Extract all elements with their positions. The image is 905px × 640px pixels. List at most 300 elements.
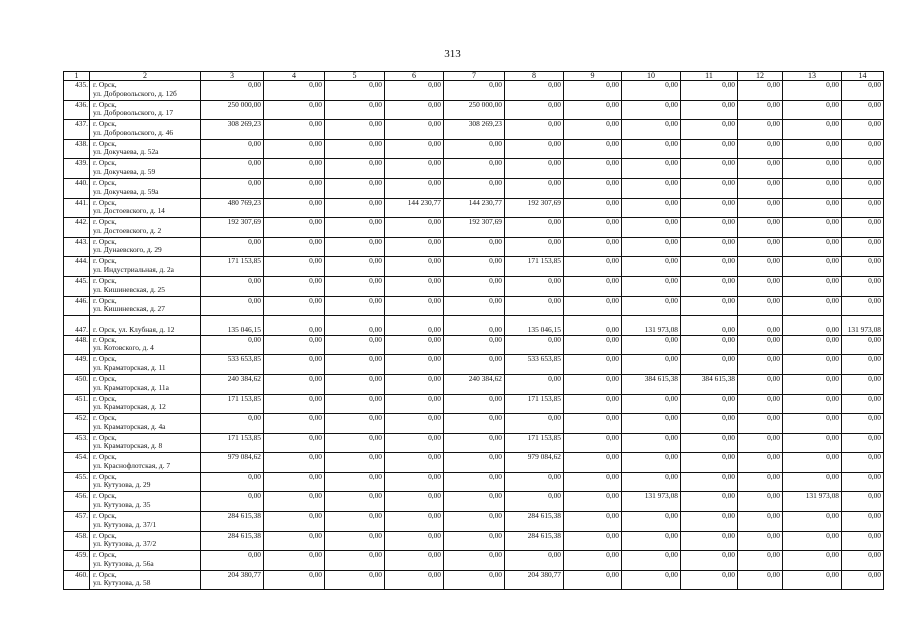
value-cell: 0,00 <box>385 218 444 238</box>
value-cell: 0,00 <box>264 433 325 453</box>
value-cell: 0,00 <box>564 218 622 238</box>
value-cell: 0,00 <box>564 492 622 512</box>
value-cell: 0,00 <box>783 472 842 492</box>
value-cell: 0,00 <box>842 237 884 257</box>
value-cell: 0,00 <box>444 257 505 277</box>
address-cell <box>90 512 201 532</box>
address-cell <box>90 316 201 336</box>
value-cell: 0,00 <box>325 159 385 179</box>
value-cell: 0,00 <box>325 178 385 198</box>
value-cell: 0,00 <box>681 512 738 532</box>
value-cell: 0,00 <box>505 120 564 140</box>
value-cell: 0,00 <box>264 335 325 355</box>
value-cell: 533 653,85 <box>505 355 564 375</box>
value-cell: 0,00 <box>444 492 505 512</box>
value-cell: 0,00 <box>842 453 884 473</box>
value-cell: 0,00 <box>738 316 783 336</box>
value-cell: 0,00 <box>622 198 681 218</box>
value-cell: 0,00 <box>564 414 622 434</box>
value-cell: 0,00 <box>325 394 385 414</box>
value-cell: 0,00 <box>201 335 264 355</box>
value-cell: 0,00 <box>264 81 325 101</box>
value-cell: 0,00 <box>783 120 842 140</box>
value-cell: 0,00 <box>444 81 505 101</box>
value-cell: 0,00 <box>505 335 564 355</box>
value-cell: 0,00 <box>505 218 564 238</box>
address-line-city: г. Орск, <box>93 452 117 462</box>
value-cell: 0,00 <box>444 159 505 179</box>
address-line-city: г. Орск, <box>93 354 117 364</box>
value-cell: 0,00 <box>325 120 385 140</box>
table-row <box>64 472 884 492</box>
value-cell: 0,00 <box>385 296 444 316</box>
value-cell: 0,00 <box>783 100 842 120</box>
value-cell: 0,00 <box>681 433 738 453</box>
value-cell: 0,00 <box>842 257 884 277</box>
value-cell: 0,00 <box>325 296 385 316</box>
table-row <box>64 512 884 532</box>
row-number: 456. <box>64 492 90 512</box>
row-number: 460. <box>64 570 90 590</box>
value-cell: 0,00 <box>783 512 842 532</box>
value-cell: 0,00 <box>201 178 264 198</box>
address-cell <box>90 335 201 355</box>
address-cell <box>90 570 201 590</box>
value-cell: 0,00 <box>681 198 738 218</box>
value-cell: 0,00 <box>325 512 385 532</box>
value-cell: 0,00 <box>738 551 783 571</box>
value-cell: 0,00 <box>842 198 884 218</box>
column-header: 10 <box>622 72 681 81</box>
value-cell: 0,00 <box>783 335 842 355</box>
value-cell: 0,00 <box>385 237 444 257</box>
address-line-city: г. Орск, <box>93 394 117 403</box>
value-cell: 144 230,77 <box>444 198 505 218</box>
value-cell: 0,00 <box>564 257 622 277</box>
value-cell: 0,00 <box>842 276 884 296</box>
address-cell <box>90 257 201 277</box>
row-number: 447. <box>64 316 90 336</box>
value-cell: 0,00 <box>842 394 884 414</box>
value-cell: 0,00 <box>385 570 444 590</box>
value-cell: 0,00 <box>738 257 783 277</box>
table-row <box>64 81 884 101</box>
value-cell: 0,00 <box>505 276 564 296</box>
row-number: 441. <box>64 198 90 218</box>
value-cell: 0,00 <box>738 512 783 532</box>
value-cell: 0,00 <box>385 120 444 140</box>
table-row <box>64 316 884 336</box>
value-cell: 0,00 <box>842 531 884 551</box>
value-cell: 0,00 <box>325 276 385 296</box>
value-cell: 0,00 <box>681 531 738 551</box>
value-cell: 0,00 <box>505 237 564 257</box>
value-cell: 0,00 <box>264 394 325 414</box>
value-cell: 0,00 <box>201 159 264 179</box>
value-cell: 0,00 <box>842 120 884 140</box>
address-cell <box>90 492 201 512</box>
value-cell: 0,00 <box>738 355 783 375</box>
table-row <box>64 178 884 198</box>
value-cell: 308 269,23 <box>201 120 264 140</box>
value-cell: 0,00 <box>385 531 444 551</box>
value-cell: 0,00 <box>201 139 264 159</box>
value-cell: 131 973,08 <box>842 316 884 336</box>
value-cell: 0,00 <box>564 551 622 571</box>
value-cell: 0,00 <box>564 355 622 375</box>
value-cell: 0,00 <box>385 512 444 532</box>
table-row <box>64 276 884 296</box>
column-header: 14 <box>842 72 884 81</box>
value-cell: 0,00 <box>325 335 385 355</box>
value-cell: 0,00 <box>738 218 783 238</box>
value-cell: 0,00 <box>681 316 738 336</box>
row-number: 444. <box>64 257 90 277</box>
value-cell: 0,00 <box>505 296 564 316</box>
address-line-street: ул. Краматорская, д. 8 <box>93 441 163 451</box>
value-cell: 0,00 <box>444 453 505 473</box>
value-cell: 0,00 <box>783 81 842 101</box>
value-cell: 0,00 <box>564 178 622 198</box>
value-cell: 0,00 <box>385 159 444 179</box>
value-cell: 979 084,62 <box>505 453 564 473</box>
value-cell: 0,00 <box>325 374 385 394</box>
value-cell: 0,00 <box>264 120 325 140</box>
value-cell: 0,00 <box>681 570 738 590</box>
value-cell: 0,00 <box>385 374 444 394</box>
table-row <box>64 257 884 277</box>
value-cell: 0,00 <box>564 394 622 414</box>
value-cell: 0,00 <box>622 120 681 140</box>
table-row <box>64 433 884 453</box>
address-line-city: г. Орск, <box>93 491 117 501</box>
column-header: 1 <box>64 72 90 81</box>
address-line-street: ул. Кутузова, д. 37/2 <box>93 539 157 549</box>
value-cell: 240 384,62 <box>201 374 264 394</box>
row-number: 449. <box>64 355 90 375</box>
value-cell: 0,00 <box>842 512 884 532</box>
address-line-city: г. Орск, <box>93 256 117 266</box>
value-cell: 0,00 <box>385 472 444 492</box>
value-cell: 0,00 <box>564 100 622 120</box>
address-line-street: ул. Краснофлотская, д. 7 <box>93 460 171 470</box>
value-cell: 0,00 <box>444 335 505 355</box>
value-cell: 131 973,08 <box>622 316 681 336</box>
row-number: 445. <box>64 276 90 296</box>
address-line-city: г. Орск, <box>93 237 117 246</box>
value-cell: 0,00 <box>325 453 385 473</box>
value-cell: 131 973,08 <box>783 492 842 512</box>
value-cell: 0,00 <box>444 296 505 316</box>
value-cell: 0,00 <box>264 237 325 257</box>
address-line-street: ул. Краматорская, д. 11а <box>93 382 169 392</box>
value-cell: 0,00 <box>681 257 738 277</box>
value-cell: 0,00 <box>681 551 738 571</box>
value-cell: 0,00 <box>325 551 385 571</box>
value-cell: 171 153,85 <box>201 257 264 277</box>
value-cell: 0,00 <box>738 472 783 492</box>
value-cell: 0,00 <box>622 551 681 571</box>
address-line-street: ул. Докучаева, д. 52а <box>93 147 159 157</box>
value-cell: 0,00 <box>622 570 681 590</box>
value-cell: 0,00 <box>325 257 385 277</box>
value-cell: 0,00 <box>783 237 842 257</box>
value-cell: 0,00 <box>385 335 444 355</box>
column-header: 12 <box>738 72 783 81</box>
address-line-street: ул. Достоевского, д. 14 <box>93 206 165 216</box>
row-number: 455. <box>64 472 90 492</box>
address-line-city: г. Орск, <box>93 374 117 383</box>
address-line-city: г. Орск, <box>93 570 117 579</box>
address-line-street: ул. Добровольского, д. 46 <box>93 127 174 137</box>
value-cell: 0,00 <box>622 394 681 414</box>
table-row <box>64 570 884 590</box>
value-cell: 0,00 <box>738 531 783 551</box>
value-cell: 135 046,15 <box>201 316 264 336</box>
table-row <box>64 531 884 551</box>
value-cell: 0,00 <box>842 414 884 434</box>
value-cell: 0,00 <box>564 237 622 257</box>
address-cell <box>90 276 201 296</box>
value-cell: 0,00 <box>681 178 738 198</box>
address-line-street: ул. Добровольского, д. 12б <box>93 88 177 98</box>
value-cell: 0,00 <box>385 414 444 434</box>
address-line-city: г. Орск, <box>93 178 117 187</box>
value-cell: 0,00 <box>783 453 842 473</box>
value-cell: 0,00 <box>783 198 842 218</box>
value-cell: 0,00 <box>681 100 738 120</box>
row-number: 443. <box>64 237 90 257</box>
value-cell: 0,00 <box>325 100 385 120</box>
value-cell: 0,00 <box>325 414 385 434</box>
value-cell: 0,00 <box>783 374 842 394</box>
value-cell: 0,00 <box>842 159 884 179</box>
value-cell: 0,00 <box>842 218 884 238</box>
value-cell: 0,00 <box>564 120 622 140</box>
value-cell: 0,00 <box>738 414 783 434</box>
address-line-street: ул. Кутузова, д. 56а <box>93 558 154 568</box>
value-cell: 0,00 <box>564 316 622 336</box>
value-cell: 0,00 <box>622 355 681 375</box>
address-line-street: ул. Кутузова, д. 35 <box>93 500 151 510</box>
address-line-street: ул. Кутузова, д. 58 <box>93 578 151 588</box>
address-line-city: г. Орск, <box>93 276 117 285</box>
column-header: 8 <box>505 72 564 81</box>
address-line-city: г. Орск, ул. Клубная, д. 12 <box>93 325 175 335</box>
value-cell: 284 615,38 <box>505 512 564 532</box>
value-cell: 0,00 <box>264 374 325 394</box>
value-cell: 0,00 <box>564 472 622 492</box>
table-row <box>64 335 884 355</box>
address-line-street: ул. Кишиневская, д. 25 <box>93 284 165 294</box>
value-cell: 0,00 <box>444 178 505 198</box>
address-line-city: г. Орск, <box>93 511 117 521</box>
value-cell: 0,00 <box>622 531 681 551</box>
value-cell: 0,00 <box>681 159 738 179</box>
value-cell: 0,00 <box>264 570 325 590</box>
value-cell: 384 615,38 <box>622 374 681 394</box>
table-row <box>64 198 884 218</box>
value-cell: 0,00 <box>842 472 884 492</box>
value-cell: 131 973,08 <box>622 492 681 512</box>
value-cell: 0,00 <box>264 218 325 238</box>
value-cell: 0,00 <box>738 335 783 355</box>
value-cell: 0,00 <box>738 120 783 140</box>
value-cell: 0,00 <box>385 492 444 512</box>
address-cell <box>90 394 201 414</box>
value-cell: 0,00 <box>385 433 444 453</box>
value-cell: 0,00 <box>622 257 681 277</box>
value-cell: 0,00 <box>264 276 325 296</box>
value-cell: 0,00 <box>564 570 622 590</box>
value-cell: 0,00 <box>385 355 444 375</box>
value-cell: 0,00 <box>264 472 325 492</box>
address-cell <box>90 296 201 316</box>
value-cell: 0,00 <box>622 276 681 296</box>
value-cell: 0,00 <box>681 335 738 355</box>
value-cell: 171 153,85 <box>201 394 264 414</box>
value-cell: 0,00 <box>385 178 444 198</box>
value-cell: 0,00 <box>842 335 884 355</box>
value-cell: 533 653,85 <box>201 355 264 375</box>
value-cell: 135 046,15 <box>505 316 564 336</box>
address-line-city: г. Орск, <box>93 472 117 481</box>
value-cell: 250 000,00 <box>444 100 505 120</box>
value-cell: 0,00 <box>681 492 738 512</box>
value-cell: 0,00 <box>444 512 505 532</box>
table-row <box>64 159 884 179</box>
value-cell: 0,00 <box>681 355 738 375</box>
value-cell: 0,00 <box>738 81 783 101</box>
value-cell: 0,00 <box>325 237 385 257</box>
address-cell <box>90 453 201 473</box>
value-cell: 0,00 <box>564 296 622 316</box>
value-cell: 0,00 <box>738 100 783 120</box>
value-cell: 0,00 <box>264 100 325 120</box>
table-row <box>64 296 884 316</box>
row-number: 437. <box>64 120 90 140</box>
value-cell: 0,00 <box>264 178 325 198</box>
address-line-street: ул. Кишиневская, д. 27 <box>93 304 165 314</box>
table-row <box>64 453 884 473</box>
value-cell: 0,00 <box>385 394 444 414</box>
value-cell: 0,00 <box>264 296 325 316</box>
row-number: 451. <box>64 394 90 414</box>
value-cell: 0,00 <box>201 551 264 571</box>
value-cell: 0,00 <box>842 178 884 198</box>
table-row <box>64 100 884 120</box>
value-cell: 0,00 <box>385 139 444 159</box>
column-header: 11 <box>681 72 738 81</box>
value-cell: 0,00 <box>385 276 444 296</box>
table-row <box>64 551 884 571</box>
value-cell: 0,00 <box>783 570 842 590</box>
value-cell: 0,00 <box>681 276 738 296</box>
value-cell: 0,00 <box>505 551 564 571</box>
value-cell: 0,00 <box>564 453 622 473</box>
address-line-city: г. Орск, <box>93 217 117 227</box>
value-cell: 0,00 <box>444 394 505 414</box>
value-cell: 240 384,62 <box>444 374 505 394</box>
address-cell <box>90 531 201 551</box>
address-cell <box>90 472 201 492</box>
value-cell: 0,00 <box>201 472 264 492</box>
table-row <box>64 120 884 140</box>
value-cell: 284 615,38 <box>201 512 264 532</box>
value-cell: 0,00 <box>622 453 681 473</box>
row-number: 442. <box>64 218 90 238</box>
value-cell: 0,00 <box>622 433 681 453</box>
address-line-city: г. Орск, <box>93 550 117 560</box>
value-cell: 0,00 <box>783 218 842 238</box>
value-cell: 0,00 <box>681 414 738 434</box>
value-cell: 0,00 <box>505 178 564 198</box>
value-cell: 0,00 <box>325 433 385 453</box>
value-cell: 0,00 <box>622 335 681 355</box>
row-number: 450. <box>64 374 90 394</box>
value-cell: 384 615,38 <box>681 374 738 394</box>
value-cell: 0,00 <box>738 139 783 159</box>
value-cell: 171 153,85 <box>505 257 564 277</box>
value-cell: 204 380,77 <box>201 570 264 590</box>
value-cell: 0,00 <box>738 492 783 512</box>
value-cell: 0,00 <box>564 512 622 532</box>
value-cell: 0,00 <box>325 355 385 375</box>
value-cell: 0,00 <box>738 570 783 590</box>
value-cell: 0,00 <box>444 414 505 434</box>
address-line-street: ул. Кутузова, д. 37/1 <box>93 519 157 529</box>
value-cell: 0,00 <box>444 139 505 159</box>
value-cell: 0,00 <box>842 139 884 159</box>
value-cell: 0,00 <box>325 570 385 590</box>
value-cell: 0,00 <box>201 296 264 316</box>
table-row <box>64 394 884 414</box>
value-cell: 171 153,85 <box>505 394 564 414</box>
value-cell: 480 769,23 <box>201 198 264 218</box>
address-line-city: г. Орск, <box>93 119 117 129</box>
value-cell: 0,00 <box>264 355 325 375</box>
row-number: 439. <box>64 159 90 179</box>
value-cell: 0,00 <box>783 178 842 198</box>
value-cell: 0,00 <box>264 453 325 473</box>
value-cell: 0,00 <box>738 296 783 316</box>
value-cell: 308 269,23 <box>444 120 505 140</box>
address-cell <box>90 198 201 218</box>
value-cell: 0,00 <box>264 551 325 571</box>
value-cell: 0,00 <box>564 159 622 179</box>
value-cell: 0,00 <box>444 570 505 590</box>
address-cell <box>90 139 201 159</box>
value-cell: 192 307,69 <box>201 218 264 238</box>
value-cell: 0,00 <box>264 492 325 512</box>
value-cell: 0,00 <box>564 139 622 159</box>
value-cell: 0,00 <box>325 218 385 238</box>
value-cell: 0,00 <box>201 237 264 257</box>
value-cell: 979 084,62 <box>201 453 264 473</box>
address-line-city: г. Орск, <box>93 433 117 442</box>
value-cell: 0,00 <box>325 531 385 551</box>
value-cell: 284 615,38 <box>201 531 264 551</box>
value-cell: 0,00 <box>842 100 884 120</box>
row-number: 446. <box>64 296 90 316</box>
address-line-street: ул. Индустриальная, д. 2а <box>93 264 174 274</box>
table-row <box>64 414 884 434</box>
value-cell: 0,00 <box>564 335 622 355</box>
value-cell: 0,00 <box>505 374 564 394</box>
address-line-city: г. Орск, <box>93 139 117 148</box>
value-cell: 0,00 <box>783 159 842 179</box>
value-cell: 0,00 <box>681 120 738 140</box>
